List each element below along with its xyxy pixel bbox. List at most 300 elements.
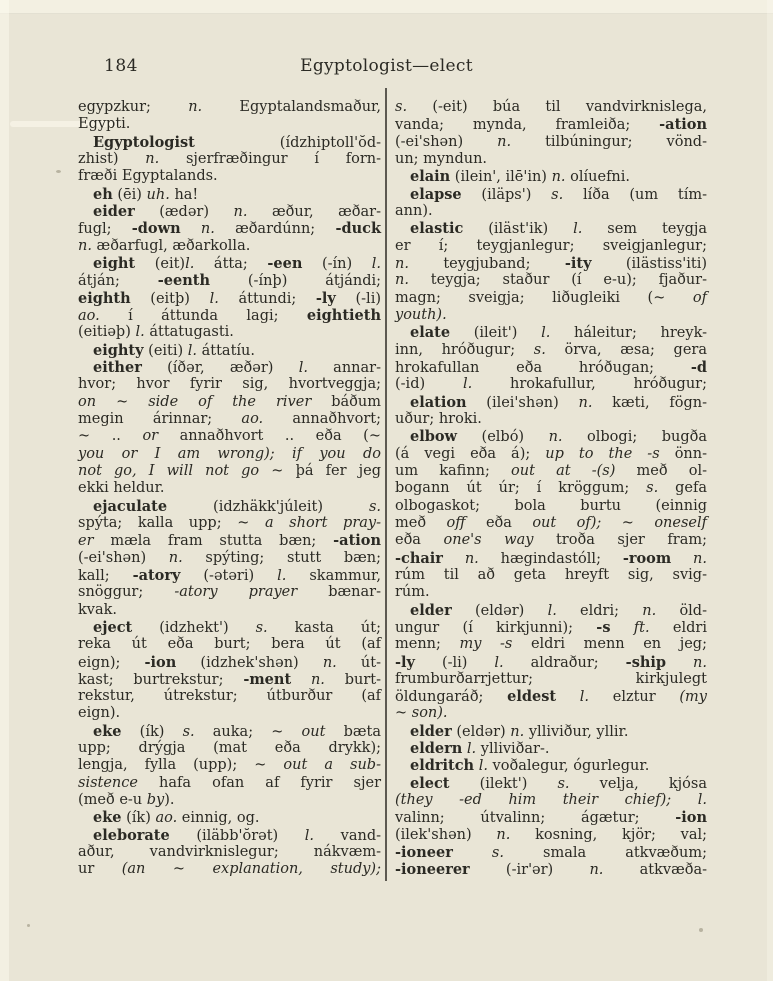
text-segment: Egypti.: [78, 116, 131, 133]
text-segment: (ēi): [112, 186, 147, 203]
text-segment: (-ətəri): [180, 567, 278, 584]
text-segment: [610, 620, 633, 636]
text-segment: (-id): [395, 376, 463, 393]
running-title: Egyptologist—elect: [300, 56, 473, 76]
text-segment: -ion: [675, 809, 707, 827]
text-segment: fræði Egyptalands.: [78, 168, 218, 185]
text-segment: annar-: [307, 359, 381, 376]
dictionary-line: [78, 654, 381, 671]
text-segment: lengja, fylla (upp); ~: [78, 757, 284, 774]
text-segment: (idzhek'shən): [176, 654, 323, 671]
text-segment: kasta út;: [267, 619, 381, 636]
text-segment: (idzhäkk'júleit): [167, 498, 369, 515]
text-segment: aldraður;: [503, 654, 626, 671]
text-segment: eightieth: [306, 306, 381, 324]
text-segment: youth).: [395, 306, 447, 323]
dictionary-line: [78, 99, 381, 116]
text-segment: l.: [304, 827, 315, 844]
dictionary-line: [395, 394, 707, 411]
text-segment: -ment: [243, 670, 292, 688]
text-segment: not go, I will not go ~: [78, 462, 284, 479]
text-segment: gefa: [658, 480, 708, 497]
dictionary-line: [395, 567, 707, 584]
text-segment: hrokafullur, hróðugur;: [472, 376, 707, 393]
text-segment: líða (um tím-: [563, 186, 707, 203]
text-segment: elder: [410, 722, 452, 740]
text-segment: un; myndun.: [395, 150, 488, 167]
text-segment: olbogi; bugða: [562, 429, 707, 446]
text-segment: elain: [410, 168, 451, 186]
text-segment: (-li): [335, 290, 381, 307]
dictionary-line: [78, 740, 381, 757]
text-segment: magn; sveigja; liðugleiki (~: [395, 289, 693, 306]
text-segment: velja, kjósa: [569, 775, 707, 792]
text-segment: ejaculate: [93, 497, 168, 515]
text-segment: -ion: [144, 653, 177, 671]
text-segment: ungur (í kirkjunni);: [395, 619, 597, 636]
paper-speck: [27, 924, 30, 927]
text-segment: (-ir'ər): [469, 862, 590, 879]
text-segment: l.: [135, 324, 145, 341]
dictionary-line: [78, 255, 381, 272]
text-segment: -atory: [132, 566, 181, 584]
text-segment: [671, 792, 698, 808]
text-segment: on ~ side of the river: [78, 393, 312, 410]
text-segment: kæti, fögn-: [592, 394, 707, 411]
text-segment: áttatíu.: [197, 342, 255, 359]
dictionary-line: [395, 757, 707, 774]
scan-edge-right: [767, 0, 773, 981]
text-segment: (elbó): [457, 429, 549, 446]
text-segment: eldri: [649, 619, 707, 636]
text-segment: með ol-: [615, 462, 707, 479]
text-segment: (ilästiss'iti): [591, 255, 707, 272]
text-segment: -ioneer: [395, 844, 453, 862]
text-segment: rúm.: [395, 584, 430, 601]
text-segment: or: [142, 428, 159, 445]
dictionary-line: [78, 203, 381, 220]
text-segment: [556, 689, 580, 705]
dictionary-line: [78, 116, 381, 133]
text-segment: n.: [548, 429, 563, 446]
text-segment: eject: [93, 618, 133, 636]
text-segment: í áttunda lagi;: [99, 307, 307, 324]
text-segment: -ly: [395, 653, 415, 671]
text-segment: (á vegi eða á);: [395, 445, 546, 462]
dictionary-line: [395, 203, 707, 220]
text-segment: s.: [368, 498, 381, 515]
dictionary-line: [78, 394, 381, 411]
dictionary-line: [395, 220, 707, 237]
dictionary-line: [78, 602, 381, 619]
dictionary-line: [395, 671, 707, 688]
text-segment: n.: [188, 99, 203, 115]
text-segment: eign);: [78, 654, 145, 671]
text-segment: annaðhvort .. eða (~: [158, 428, 381, 445]
text-segment: eider: [93, 202, 135, 220]
text-segment: æður, æðar-: [247, 203, 381, 220]
text-segment: out of);: [532, 514, 602, 531]
paper-speck: [56, 170, 61, 173]
text-segment: (iläbb'ŏrət): [169, 827, 305, 844]
text-segment: háleitur; hreyk-: [550, 325, 708, 342]
text-segment: spýting; stutt bæn;: [182, 549, 381, 566]
text-segment: ekki heldur.: [78, 480, 165, 497]
text-segment: n.: [145, 150, 160, 167]
text-segment: (ileit'): [450, 325, 542, 342]
text-segment: n.: [642, 602, 657, 619]
dictionary-line: [395, 654, 707, 671]
text-segment: (-ei'shən): [395, 133, 498, 150]
text-segment: (eitiəþ): [78, 324, 136, 341]
dictionary-line: [78, 324, 381, 341]
text-segment: ur: [78, 861, 122, 878]
text-segment: -duck: [335, 220, 382, 238]
text-segment: egypzkur;: [78, 99, 189, 115]
dictionary-line: [395, 809, 707, 826]
text-segment: elastic: [410, 220, 464, 238]
text-segment: önn-: [659, 445, 707, 462]
dictionary-line: [78, 342, 381, 359]
text-segment: -ship: [625, 653, 667, 671]
text-segment: eða: [395, 532, 444, 549]
text-segment: kast; burtrekstur;: [78, 671, 244, 688]
dictionary-line: [78, 619, 381, 636]
text-segment: [443, 551, 465, 567]
text-segment: snöggur;: [78, 584, 175, 601]
text-segment: bænar-: [297, 584, 381, 601]
dictionary-line: [395, 792, 707, 809]
dictionary-line: [78, 827, 381, 844]
text-segment: teygjuband;: [408, 255, 565, 272]
text-segment: (-ín): [302, 255, 372, 272]
text-segment: ha!: [169, 186, 199, 203]
text-segment: n.: [510, 723, 525, 740]
text-segment: ).: [164, 792, 175, 809]
dictionary-line: [395, 775, 707, 792]
text-segment: þá fer jeg: [283, 462, 382, 479]
text-segment: s.: [255, 619, 268, 636]
text-segment: [291, 672, 311, 688]
text-segment: er í; teygjanlegur; sveigjanlegur;: [395, 237, 707, 254]
text-segment: æðardúnn;: [214, 221, 336, 238]
dictionary-line: [395, 498, 707, 515]
dictionary-line: [78, 307, 381, 324]
scan-edge-left: [0, 0, 9, 981]
dictionary-line: [395, 272, 707, 289]
text-segment: (ík): [121, 723, 183, 740]
text-segment: elate: [410, 324, 451, 342]
text-segment: eke: [93, 722, 122, 740]
text-segment: ao.: [241, 410, 264, 427]
text-segment: n.: [589, 862, 604, 879]
text-segment: ~ ..: [78, 428, 143, 445]
paper-speck: [699, 928, 703, 932]
dictionary-line: [78, 861, 381, 878]
text-segment: auka; ~: [194, 723, 302, 740]
text-segment: (með e-u: [78, 792, 147, 809]
text-segment: eign).: [78, 705, 121, 722]
dictionary-line: [78, 376, 381, 393]
text-segment: smala atkvæðum;: [503, 845, 707, 862]
text-segment: of: [692, 289, 707, 306]
dictionary-line: [78, 446, 381, 463]
text-segment: upp; drýgja (mat eða drykk);: [78, 740, 381, 757]
text-segment: -ity: [564, 254, 592, 272]
text-segment: n.: [395, 272, 409, 289]
dictionary-line: [78, 567, 381, 584]
text-segment: skammur,: [286, 567, 381, 584]
dictionary-line: [78, 844, 381, 861]
text-segment: kosning, kjör; val;: [510, 826, 707, 843]
text-segment: (ilein', ilē'in): [450, 169, 552, 186]
text-segment: hvor; hvor fyrir sig, hvortveggja;: [78, 376, 381, 393]
dictionary-line: [395, 324, 707, 341]
dictionary-line: [395, 723, 707, 740]
text-segment: megin árinnar;: [78, 410, 242, 427]
text-segment: ft.: [633, 619, 650, 636]
dictionary-line: [395, 168, 707, 185]
dictionary-line: [395, 446, 707, 463]
dictionary-line: [78, 134, 381, 151]
text-segment: hrokafullan eða hróðugan;: [395, 359, 691, 376]
text-segment: bæta: [325, 723, 381, 740]
text-segment: [671, 551, 693, 567]
text-segment: mæla fram stutta bæn;: [93, 533, 334, 550]
text-segment: annaðhvort;: [263, 410, 381, 427]
text-segment: ~: [601, 514, 655, 531]
dictionary-line: [78, 775, 381, 792]
text-segment: n.: [578, 394, 593, 411]
text-segment: eldritch: [410, 757, 475, 775]
scan-edge-top: [0, 0, 773, 14]
dictionary-line: [395, 376, 707, 393]
text-segment: Egyptologist: [93, 133, 195, 151]
text-segment: (they -ed him their chief);: [395, 792, 672, 809]
text-segment: er: [78, 533, 94, 550]
dictionary-line: [78, 584, 381, 601]
text-segment: (idzhekt'): [132, 619, 256, 636]
text-segment: elapse: [410, 185, 462, 203]
dictionary-line: [395, 827, 707, 844]
text-segment: olíuefni.: [565, 169, 631, 186]
text-segment: elder: [410, 601, 452, 619]
dictionary-line: [395, 532, 707, 549]
text-segment: -atory prayer: [174, 584, 298, 601]
dictionary-line: [395, 359, 707, 376]
text-segment: (ilei'shən): [466, 394, 579, 411]
dictionary-line: [395, 844, 707, 861]
text-segment: n.: [233, 203, 248, 220]
text-segment: l.: [494, 654, 504, 671]
text-segment: n.: [200, 221, 215, 238]
text-segment: ~ son).: [395, 705, 448, 722]
text-segment: aður, vandvirknislegur; nákvæm-: [78, 844, 381, 861]
text-segment: (iläps'): [461, 186, 552, 203]
dictionary-line: [78, 498, 381, 515]
dictionary-line: [395, 428, 707, 445]
text-segment: -een: [267, 254, 303, 272]
text-segment: (eldər): [451, 723, 511, 740]
dictionary-line: [395, 463, 707, 480]
text-segment: -down: [131, 220, 181, 238]
dictionary-line: [395, 116, 707, 133]
text-segment: eldern: [410, 740, 463, 758]
text-segment: hægindastóll;: [478, 550, 623, 567]
dictionary-line: [78, 238, 381, 255]
dictionary-line: [395, 255, 707, 272]
dictionary-line: [78, 480, 381, 497]
dictionary-line: [395, 602, 707, 619]
text-segment: you or I am wrong); if you do: [78, 445, 381, 462]
text-segment: áttundi;: [218, 290, 316, 307]
dictionary-line: [78, 411, 381, 428]
dictionary-line: [78, 809, 381, 826]
dictionary-line: [395, 238, 707, 255]
text-segment: s.: [182, 723, 195, 740]
text-segment: (ædər): [134, 203, 234, 220]
text-segment: burt-: [324, 671, 381, 688]
dictionary-line: [395, 515, 707, 532]
dictionary-line: [395, 342, 707, 359]
text-segment: (ík): [121, 810, 156, 827]
dictionary-line: [78, 463, 381, 480]
dictionary-line: [78, 428, 381, 445]
text-segment: n.: [497, 133, 512, 150]
text-segment: eða: [465, 514, 533, 531]
page-number: 184: [104, 56, 138, 76]
column-divider-rule: [385, 88, 387, 881]
text-segment: ylliviður, yllir.: [524, 723, 629, 740]
dictionary-line: [395, 134, 707, 151]
text-segment: l.: [209, 290, 219, 307]
text-segment: l.: [579, 689, 590, 706]
text-segment: troða sjer fram;: [533, 532, 707, 549]
text-segment: kvak.: [78, 601, 118, 618]
dictionary-line: [395, 550, 707, 567]
text-segment: eh: [93, 185, 113, 203]
text-segment: n.: [310, 671, 325, 688]
text-segment: n.: [693, 550, 707, 567]
text-segment: æðarfugl, æðarkolla.: [91, 237, 251, 254]
text-segment: frumburðarrjettur; kirkjulegt: [395, 670, 707, 687]
text-segment: l.: [277, 567, 287, 584]
text-segment: l.: [298, 359, 308, 376]
text-segment: öldungaráð;: [395, 689, 508, 706]
dictionary-line: [395, 861, 707, 878]
text-segment: up to the -s: [545, 445, 660, 462]
text-segment: eldest: [507, 688, 557, 706]
text-segment: elation: [410, 393, 467, 411]
text-segment: eighth: [78, 289, 131, 307]
text-segment: n.: [693, 654, 707, 671]
text-segment: út-: [336, 654, 381, 671]
dictionary-line: [78, 515, 381, 532]
text-segment: voðalegur, ógurlegur.: [487, 758, 650, 775]
text-segment: spýta; kalla upp; ~: [78, 514, 265, 531]
text-segment: báðum: [311, 393, 381, 410]
text-segment: l.: [541, 325, 551, 342]
text-segment: fugl;: [78, 221, 132, 238]
text-segment: atkvæða-: [603, 862, 707, 879]
text-segment: off: [446, 514, 466, 531]
dictionary-line: [78, 220, 381, 237]
text-segment: s.: [491, 845, 504, 862]
text-segment: vand-: [314, 827, 382, 844]
text-segment: eldri menn en jeg;: [512, 636, 707, 653]
text-segment: n.: [322, 654, 337, 671]
text-segment: vanda; mynda, framleiða;: [395, 117, 660, 134]
dictionary-line: [78, 186, 381, 203]
text-segment: l.: [462, 376, 473, 393]
text-segment: l.: [478, 758, 488, 775]
dictionary-line: [78, 290, 381, 307]
text-segment: rúm til að geta hreyft sig, svig-: [395, 566, 707, 583]
text-segment: l.: [187, 342, 198, 359]
dictionary-line: [395, 619, 707, 636]
text-segment: elztur: [589, 689, 680, 706]
dictionary-line: [78, 532, 381, 549]
dictionary-line: [395, 688, 707, 705]
text-segment: eighty: [93, 341, 144, 359]
dictionary-line: [78, 705, 381, 722]
text-segment: l.: [573, 221, 583, 238]
text-segment: átján;: [78, 273, 158, 290]
text-segment: eldri;: [556, 602, 643, 619]
text-segment: eight: [93, 254, 136, 272]
dictionary-line: [395, 740, 707, 757]
text-segment: ao.: [78, 307, 100, 324]
text-segment: (íðər, æðər): [141, 359, 299, 376]
text-segment: rekstur, útrekstur; útburður (af: [78, 688, 381, 705]
text-segment: [453, 845, 492, 861]
text-segment: sjerfræðingur í forn-: [159, 150, 381, 167]
text-segment: (-ei'shən): [78, 549, 169, 566]
dictionary-line: [395, 584, 707, 601]
text-segment: eleborate: [93, 826, 170, 844]
text-segment: ao.: [155, 810, 178, 827]
text-segment: -ioneerer: [395, 861, 470, 879]
text-segment: Egyptalandsmaður,: [202, 99, 381, 115]
text-segment: (eldər): [451, 602, 548, 619]
page-header: [0, 55, 773, 77]
text-segment: l.: [547, 602, 557, 619]
dictionary-line: [395, 290, 707, 307]
text-segment: ylliviðar-.: [476, 741, 550, 758]
dictionary-line: [78, 151, 381, 168]
text-segment: elect: [410, 774, 450, 792]
text-segment: -ation: [333, 532, 381, 550]
text-segment: uh.: [146, 186, 170, 203]
text-segment: -ation: [659, 116, 707, 134]
dictionary-line: [78, 792, 381, 809]
column-right: [395, 99, 707, 879]
text-segment: out at -(s): [511, 462, 616, 479]
text-segment: olbogaskot; bola burtu (einnig: [395, 497, 707, 514]
text-segment: (ídzhiptoll'ŏd-: [194, 134, 381, 151]
text-segment: teygja; staður (í e-u); fjaður-: [408, 272, 707, 289]
text-segment: ann).: [395, 202, 433, 219]
text-segment: zhist): [78, 150, 146, 167]
dictionary-line: [78, 757, 381, 774]
text-segment: tilbúningur; vönd-: [511, 133, 707, 150]
dictionary-line: [78, 688, 381, 705]
text-segment: eke: [93, 809, 122, 827]
text-segment: n.: [464, 550, 479, 567]
text-segment: (ilek'shən): [395, 826, 497, 843]
text-segment: (eit): [135, 255, 186, 272]
text-segment: s.: [395, 99, 408, 115]
